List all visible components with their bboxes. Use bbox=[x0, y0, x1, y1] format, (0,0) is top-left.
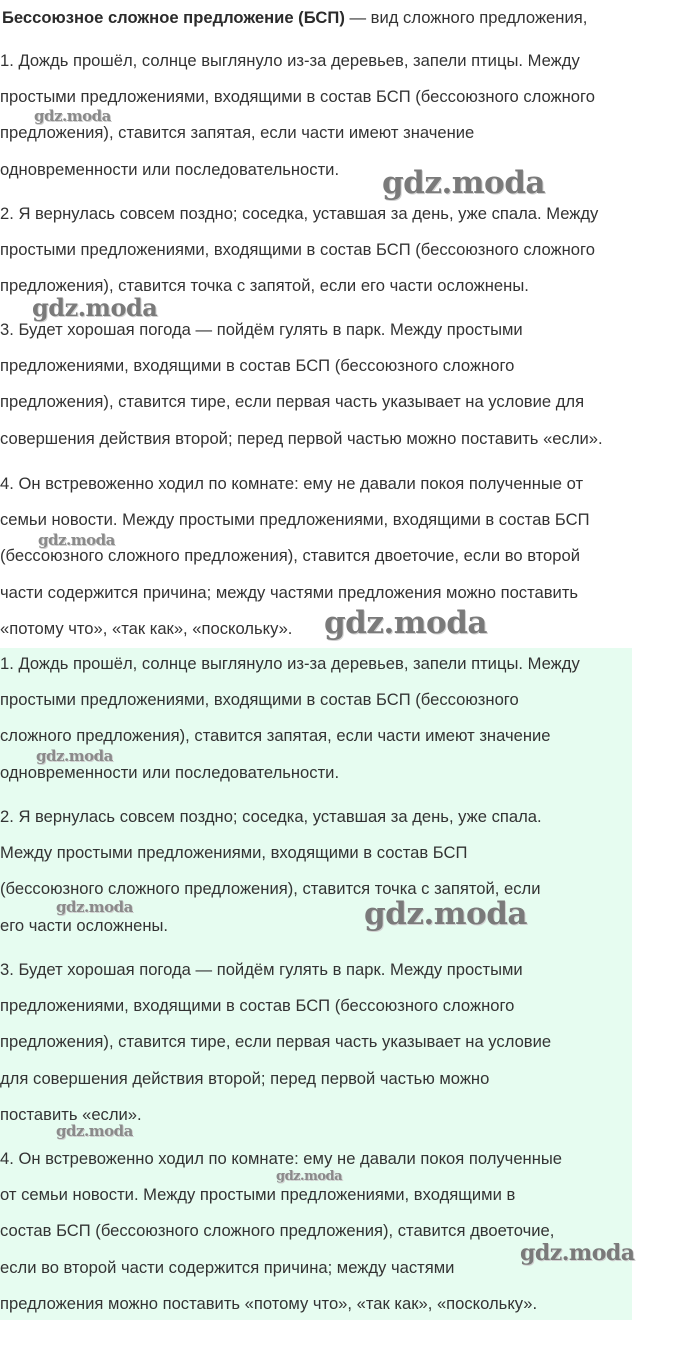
text-line: (бессоюзного сложного предложения), ставится двоеточие, если во второй bbox=[0, 546, 581, 566]
watermark: gdz.moda bbox=[276, 1169, 343, 1184]
watermark: gdz.moda bbox=[56, 1122, 133, 1140]
text-line: 2. Я вернулась совсем поздно; соседка, уставшая за день, уже спала. bbox=[0, 807, 542, 826]
watermark: gdz.moda bbox=[32, 293, 158, 322]
watermark: gdz.moda bbox=[520, 1240, 635, 1266]
text-line: простыми предложениями, входящими в состав БСП (бессоюзного сложного bbox=[0, 87, 595, 107]
answer-paragraph-4 bbox=[0, 1141, 562, 1322]
text-line: простыми предложениями, входящими в состав БСП (бессоюзного сложного bbox=[0, 240, 595, 260]
watermark: gdz.moda bbox=[382, 165, 545, 201]
text-line: предложения), ставится тире, если первая часть указывает на условие bbox=[0, 1032, 552, 1052]
text-line: его части осложнены. bbox=[0, 915, 169, 935]
text-line: 3. Будет хорошая погода — пойдём гулять в парк. Между простыми bbox=[0, 960, 523, 979]
watermark: gdz.moda bbox=[36, 747, 113, 765]
text-line: предложения), ставится точка с запятой, если его части осложнены. bbox=[0, 276, 529, 296]
answer-paragraph-1 bbox=[0, 646, 580, 791]
question-paragraph-2 bbox=[0, 196, 598, 305]
text-line: совершения действия второй; перед первой частью можно поставить «если». bbox=[0, 428, 603, 448]
watermark: gdz.moda bbox=[364, 896, 527, 932]
text-line: предложениями, входящими в состав БСП (бессоюзного сложного bbox=[0, 356, 515, 376]
text-line: 4. Он встревоженно ходил по комнате: ему не давали покоя полученные bbox=[0, 1149, 563, 1168]
question-paragraph-3 bbox=[0, 312, 603, 457]
watermark: gdz.moda bbox=[324, 605, 487, 641]
text-line: поставить «если». bbox=[0, 1104, 142, 1124]
answer-paragraph-3 bbox=[0, 952, 551, 1133]
text-line: предложения), ставится тире, если первая часть указывает на условие для bbox=[0, 392, 585, 412]
text-line: состав БСП (бессоюзного сложного предложения), ставится двоеточие, bbox=[0, 1221, 555, 1241]
text-line: части содержится причина; между частями предложения можно поставить bbox=[0, 582, 579, 602]
watermark: gdz.moda bbox=[38, 531, 115, 549]
text-line: 2. Я вернулась совсем поздно; соседка, уставшая за день, уже спала. Между bbox=[0, 204, 599, 223]
text-line: семьи новости. Между простыми предложениями, входящими в состав БСП bbox=[0, 510, 590, 530]
text-line: если во второй части содержится причина; между частями bbox=[0, 1257, 455, 1277]
text-line: (бессоюзного сложного предложения), ставится точка с запятой, если bbox=[0, 879, 541, 899]
text-line: предложениями, входящими в состав БСП (бессоюзного сложного bbox=[0, 996, 515, 1016]
text-line: предложения можно поставить «потому что», «так как», «поскольку». bbox=[0, 1293, 538, 1313]
text-line: предложения), ставится запятая, если части имеют значение bbox=[0, 123, 475, 143]
question-paragraph-4 bbox=[0, 466, 590, 647]
watermark: gdz.moda bbox=[34, 107, 111, 125]
text-line: одновременности или последовательности. bbox=[0, 159, 340, 179]
intro-term: Бессоюзное сложное предложение (БСП) bbox=[2, 8, 345, 27]
text-line: одновременности или последовательности. bbox=[0, 762, 340, 782]
answer-paragraph-2 bbox=[0, 799, 542, 944]
intro-line bbox=[2, 8, 587, 28]
text-line: 1. Дождь прошёл, солнце выглянуло из-за деревьев, запели птицы. Между bbox=[0, 51, 580, 70]
text-line: простыми предложениями, входящими в состав БСП (бессоюзного bbox=[0, 690, 519, 710]
text-line: сложного предложения), ставится запятая, если части имеют значение bbox=[0, 726, 551, 746]
intro-rest: — вид сложного предложения, bbox=[344, 8, 588, 27]
text-line: Между простыми предложениями, входящими в состав БСП bbox=[0, 843, 468, 863]
text-line: 3. Будет хорошая погода — пойдём гулять в парк. Между простыми bbox=[0, 320, 523, 339]
text-line: для совершения действия второй; перед первой частью можно bbox=[0, 1068, 490, 1088]
text-line: 4. Он встревоженно ходил по комнате: ему не давали покоя полученные от bbox=[0, 474, 584, 493]
text-line: от семьи новости. Между простыми предложениями, входящими в bbox=[0, 1185, 516, 1205]
question-paragraph-1 bbox=[0, 43, 595, 188]
text-line: «потому что», «так как», «поскольку». bbox=[0, 618, 293, 638]
text-line: 1. Дождь прошёл, солнце выглянуло из-за деревьев, запели птицы. Между bbox=[0, 654, 580, 673]
watermark: gdz.moda bbox=[56, 898, 133, 916]
